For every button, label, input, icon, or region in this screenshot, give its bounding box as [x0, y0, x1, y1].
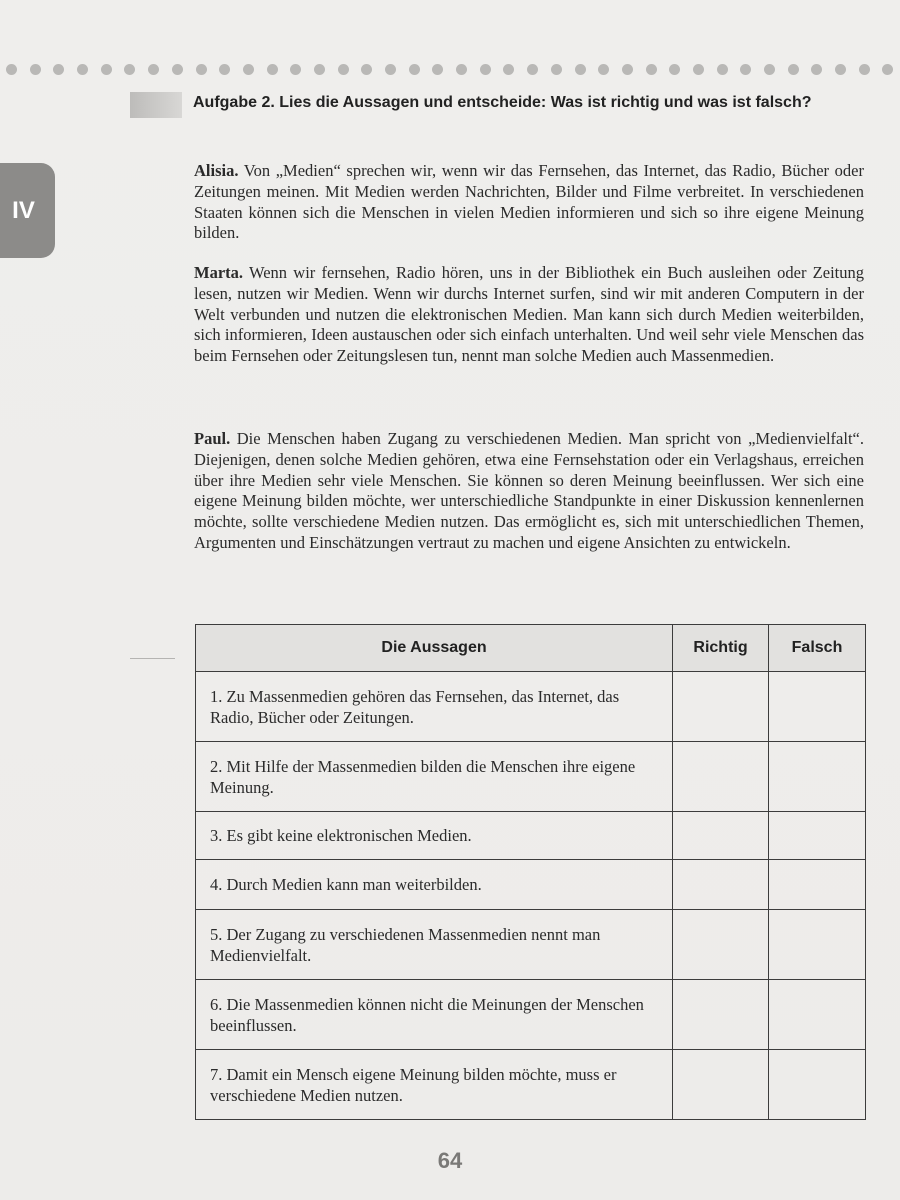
separator-dot [503, 64, 514, 75]
separator-dot [835, 64, 846, 75]
speaker-name: Marta. [194, 263, 244, 282]
task-marker [130, 92, 182, 118]
table-row [196, 860, 866, 910]
richtig-checkbox-cell[interactable] [673, 910, 769, 980]
page-number: 64 [437, 1148, 463, 1173]
separator-dot [575, 64, 586, 75]
separator-dot [148, 64, 159, 75]
separator-dot [6, 64, 17, 75]
paragraph-paul [194, 429, 864, 554]
statement-cell: 4. Durch Medien kann man weiterbilden. [196, 860, 673, 910]
separator-dot [219, 64, 230, 75]
task-title: Aufgabe 2. Lies die Aussagen und entscheide: Was ist richtig und was ist falsch? [193, 94, 812, 111]
separator-dot [267, 64, 278, 75]
falsch-checkbox-cell[interactable] [769, 860, 866, 910]
header-richtig: Richtig [673, 625, 769, 672]
richtig-checkbox-cell[interactable] [673, 860, 769, 910]
separator-dot [456, 64, 467, 75]
statement-cell: 6. Die Massenmedien können nicht die Meinungen der Menschen beeinflussen. [196, 980, 673, 1050]
paragraph-marta [194, 263, 864, 367]
speaker-name: Paul. [194, 429, 231, 448]
separator-dot [598, 64, 609, 75]
table-row [196, 812, 866, 860]
table-header-row [196, 625, 866, 672]
margin-rule [130, 658, 175, 659]
separator-dot [77, 64, 88, 75]
separator-dot [314, 64, 325, 75]
paragraph-text: Die Menschen haben Zugang zu verschiedenen Medien. Man spricht von „Medienvielfalt“. Diejenigen, denen solche Medien gehören, etwa eine Fernsehstation oder ein Verlagshaus, erreichen über ihre Medien sehr viele Menschen. Sie können so deren Meinung beeinflussen. Wer sich eine eigene Meinung bilden möchte, wer unterschiedliche Standpunkte in einer Diskussion kennenlernen möchte, sollte verschiedene Medien nutzen. Das ermöglicht es, sich mit unterschiedlichen Themen, Argumenten und Einschätzungen vertraut zu machen und eigene Ansichten zu entwickeln. [194, 429, 864, 552]
falsch-checkbox-cell[interactable] [769, 742, 866, 812]
separator-dot [669, 64, 680, 75]
separator-dot [788, 64, 799, 75]
header-falsch: Falsch [769, 625, 866, 672]
paragraph-alisia [194, 161, 864, 244]
falsch-checkbox-cell[interactable] [769, 1050, 866, 1120]
separator-dot [693, 64, 704, 75]
richtig-checkbox-cell[interactable] [673, 812, 769, 860]
separator-dot [196, 64, 207, 75]
paragraph-text: Wenn wir fernsehen, Radio hören, uns in der Bibliothek ein Buch ausleihen oder Zeitung lesen, nutzen wir Medien. Wenn wir durchs Internet surfen, sind wir mit anderen Computern in der Welt verbunden und nutzen die elektronischen Medien. Man kann sich durch Medien weiterbilden, sich informieren, Ideen austauschen oder sich einfach unterhalten. Und weil sehr viele Menschen das beim Fernsehen oder Zeitungslesen tun, nennt man solche Medien auch Massenmedien. [194, 263, 864, 366]
separator-dot [290, 64, 301, 75]
separator-dot [551, 64, 562, 75]
table-row [196, 1050, 866, 1120]
statement-cell: 2. Mit Hilfe der Massenmedien bilden die Menschen ihre eigene Meinung. [196, 742, 673, 812]
separator-dot [124, 64, 135, 75]
header-statements: Die Aussagen [196, 625, 673, 672]
separator-dot [172, 64, 183, 75]
dotted-separator [0, 58, 900, 80]
statements-table [195, 624, 866, 1120]
separator-dot [717, 64, 728, 75]
paragraph-text: Von „Medien“ sprechen wir, wenn wir das Fernsehen, das Internet, das Radio, Bücher oder Zeitungen meinen. Mit Medien werden Nachrichten, Bilder und Filme verbreitet. In verschiedenen Staaten können sich die Menschen in vielen Medien informieren und sich so ihre eigene Meinung bilden. [194, 161, 864, 243]
separator-dot [646, 64, 657, 75]
falsch-checkbox-cell[interactable] [769, 910, 866, 980]
statement-cell: 5. Der Zugang zu verschiedenen Massenmedien nennt man Medienvielfalt. [196, 910, 673, 980]
statement-cell: 7. Damit ein Mensch eigene Meinung bilden möchte, muss er verschiedene Medien nutzen. [196, 1050, 673, 1120]
statement-cell: 1. Zu Massenmedien gehören das Fernsehen, das Internet, das Radio, Bücher oder Zeitungen. [196, 672, 673, 742]
separator-dot [361, 64, 372, 75]
separator-dot [859, 64, 870, 75]
separator-dot [385, 64, 396, 75]
richtig-checkbox-cell[interactable] [673, 1050, 769, 1120]
falsch-checkbox-cell[interactable] [769, 812, 866, 860]
table-row [196, 910, 866, 980]
separator-dot [409, 64, 420, 75]
separator-dot [480, 64, 491, 75]
statement-cell: 3. Es gibt keine elektronischen Medien. [196, 812, 673, 860]
separator-dot [622, 64, 633, 75]
separator-dot [243, 64, 254, 75]
separator-dot [53, 64, 64, 75]
speaker-name: Alisia. [194, 161, 239, 180]
richtig-checkbox-cell[interactable] [673, 672, 769, 742]
table-row [196, 742, 866, 812]
separator-dot [527, 64, 538, 75]
table-row [196, 672, 866, 742]
separator-dot [740, 64, 751, 75]
chapter-tab: IV [0, 163, 55, 258]
richtig-checkbox-cell[interactable] [673, 742, 769, 812]
separator-dot [30, 64, 41, 75]
table-row [196, 980, 866, 1050]
separator-dot [432, 64, 443, 75]
separator-dot [811, 64, 822, 75]
separator-dot [882, 64, 893, 75]
falsch-checkbox-cell[interactable] [769, 672, 866, 742]
separator-dot [764, 64, 775, 75]
falsch-checkbox-cell[interactable] [769, 980, 866, 1050]
separator-dot [101, 64, 112, 75]
separator-dot [338, 64, 349, 75]
richtig-checkbox-cell[interactable] [673, 980, 769, 1050]
